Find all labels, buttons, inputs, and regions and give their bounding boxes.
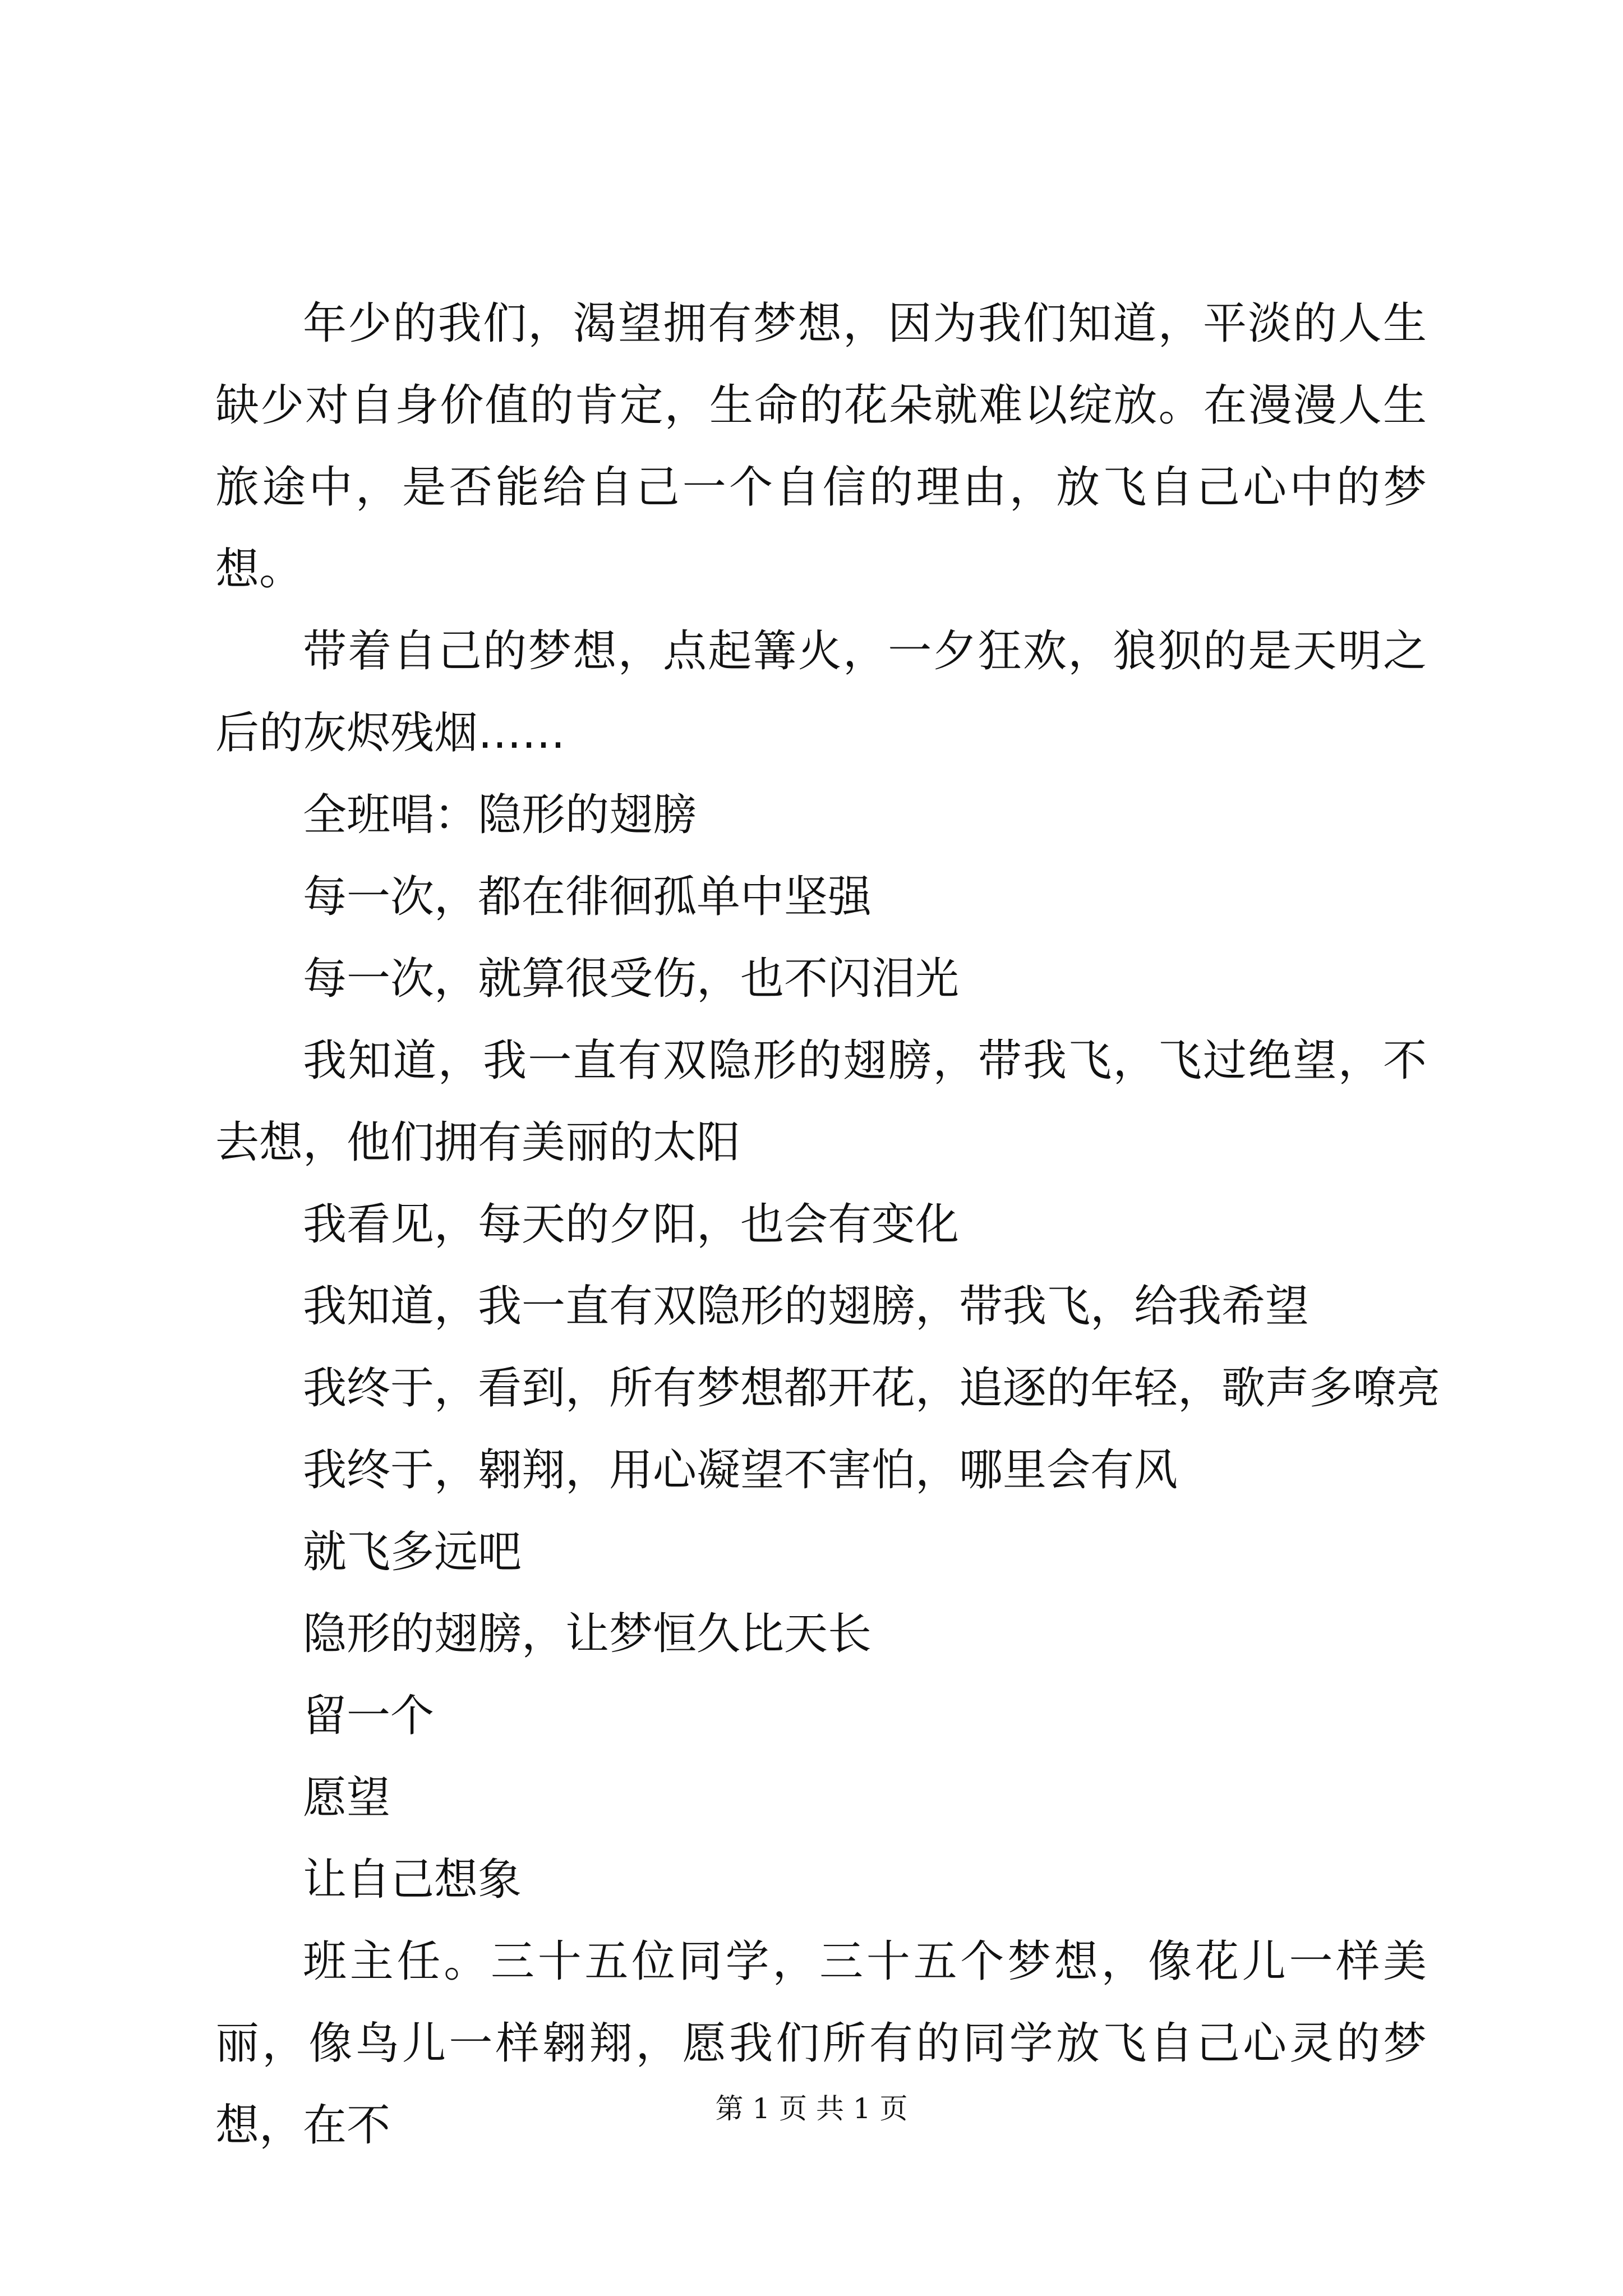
paragraph-campfire: 带着自己的梦想，点起篝火，一夕狂欢，狼狈的是天明之后的灰烬残烟…… [215,626,1427,758]
paragraph-teacher: 班主任。三十五位同学，三十五个梦想，像花儿一样美丽，像鸟儿一样翱翔，愿我们所有的同学放飞自己心灵的梦想，在不 [215,1936,1427,2151]
lyric-line: 我知道，我一直有双隐形的翅膀，带我飞，给我希望 [303,1281,1310,1332]
lyric-line: 隐形的翅膀，让梦恒久比天长 [303,1609,872,1659]
paragraph-dream-intro: 年少的我们，渴望拥有梦想，因为我们知道，平淡的人生缺少对自身价值的肯定，生命的花朵就难以绽放。在漫漫人生旅途中，是否能给自己一个自信的理由，放飞自己心中的梦想。 [215,298,1427,595]
document-body [215,283,1441,2166]
lyric-line: 每一次，都在徘徊孤单中坚强 [303,872,872,922]
lyric-line: 我终于，看到，所有梦想都开花，追逐的年轻，歌声多嘹亮 [303,1363,1441,1414]
lyric-line: 我终于，翱翔，用心凝望不害怕，哪里会有风 [303,1445,1178,1496]
lyric-line: 就飞多远吧 [303,1527,522,1577]
song-title-line: 全班唱：隐形的翅膀 [303,790,697,840]
lyric-line: 愿望 [303,1773,391,1823]
lyric-line-wrapped: 我知道，我一直有双隐形的翅膀，带我飞，飞过绝望，不去想，他们拥有美丽的太阳 [215,1036,1427,1168]
lyric-line: 留一个 [303,1691,435,1741]
page-number-footer: 第 1 页 共 1 页 [715,2092,908,2125]
lyric-line: 让自己想象 [303,1855,522,1905]
lyric-line: 每一次，就算很受伤，也不闪泪光 [303,954,960,1004]
lyric-line: 我看见，每天的夕阳，也会有变化 [303,1199,960,1250]
